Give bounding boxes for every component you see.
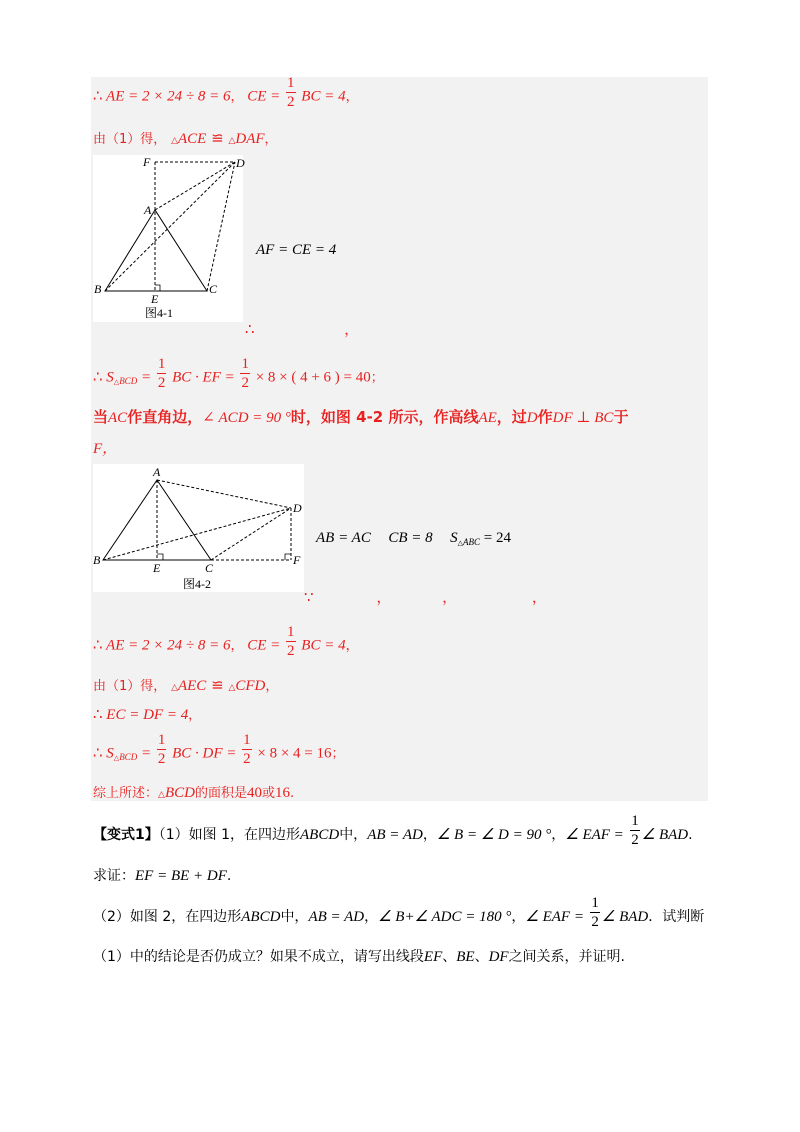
triangle-icon: △ (113, 754, 120, 763)
variant-prove-line: 求证：EF = BE + DF. (93, 868, 232, 884)
variant-problem-2: （2）如图 2，在四边形ABCD中，AB = AD，∠ B+∠ ADC = 180 °，∠ EAF = $\frac{1}{2}$ ∠ BAD．试判断 (93, 895, 705, 930)
triangle-icon: △ (113, 378, 120, 387)
solution-line-conclusion: 综上所述：△BCD的面积是40或16. (93, 785, 295, 801)
svg-text:D: D (293, 501, 302, 515)
figure-4-1 (93, 155, 243, 322)
svg-text:B: B (93, 553, 101, 567)
svg-text:A: A (153, 465, 161, 479)
solution-line-congruence-1: 由（1）得， △ACE ≌ △DAF， (93, 129, 278, 147)
svg-text:D: D (236, 156, 245, 170)
triangle-icon: △ (228, 136, 236, 146)
variant-problem-2-cont: （1）中的结论是否仍成立？如果不成立，请写出线段EF、BE、DF之间关系，并证明. (93, 949, 626, 965)
triangle-icon: △ (457, 539, 464, 547)
svg-text:C: C (209, 282, 218, 296)
solution-line-ae-ce: ∴ AE = 2 × 24 ÷ 8 = 6， CE = $\frac{1}{2}$ BC = 4， (93, 75, 359, 110)
solution-line-case-2: 当AC作直角边，∠ ACD = 90 °时，如图 4-2 所示，作高线AE，过D作DF ⊥ BC于 (93, 408, 629, 426)
solution-line-because-blank: ∵ ， ， ， (304, 588, 547, 606)
solution-line-given: AB = AC CB = 8 $S_{\triangle ABC} = 24$ (316, 530, 511, 547)
variant-title: 【变式1】 (93, 827, 159, 843)
triangle-icon: △ (158, 790, 165, 800)
solution-line-ae-ce-2: ∴ AE = 2 × 24 ÷ 8 = 6， CE = $\frac{1}{2}$ BC = 4， (93, 624, 359, 659)
svg-text:E: E (151, 292, 159, 306)
svg-text:图4-1: 图4-1 (145, 306, 173, 320)
triangle-icon: △ (171, 136, 178, 146)
solution-line-f: F， (93, 441, 118, 457)
svg-text:A: A (144, 203, 152, 217)
figure-4-2 (93, 464, 304, 592)
solution-line-ec-df: ∴ EC = DF = 4， (93, 707, 202, 723)
svg-text:C: C (205, 561, 214, 575)
triangle-icon: △ (228, 683, 236, 693)
solution-line-af-ce: AF = CE = 4 (256, 242, 337, 258)
svg-text:E: E (153, 561, 161, 575)
svg-text:图4-2: 图4-2 (183, 577, 211, 591)
svg-text:F: F (293, 553, 301, 567)
svg-text:F: F (143, 155, 151, 169)
svg-text:B: B (94, 282, 102, 296)
solution-line-therefore-blank: ∴ ， (245, 320, 360, 338)
variant-problem-1: 【变式1】（1）如图 1，在四边形ABCD中，AB = AD，∠ B = ∠ D = 90 °，∠ EAF = $\frac{1}{2}$ ∠ BAD. (93, 813, 693, 848)
solution-line-congruence-2: 由（1）得， △AEC ≌ △CFD， (93, 676, 279, 694)
solution-line-area-1: ∴ $S_{\triangle BCD}$ = $\frac{1}{2}$ BC · EF = $\frac{1}{2}$ × 8 × ( 4 + 6 ) = 40； (93, 356, 384, 391)
solution-line-area-2: ∴ $S_{\triangle BCD}$ = $\frac{1}{2}$ BC · DF = $\frac{1}{2}$ × 8 × 4 = 16； (93, 732, 345, 767)
triangle-icon: △ (171, 683, 178, 693)
